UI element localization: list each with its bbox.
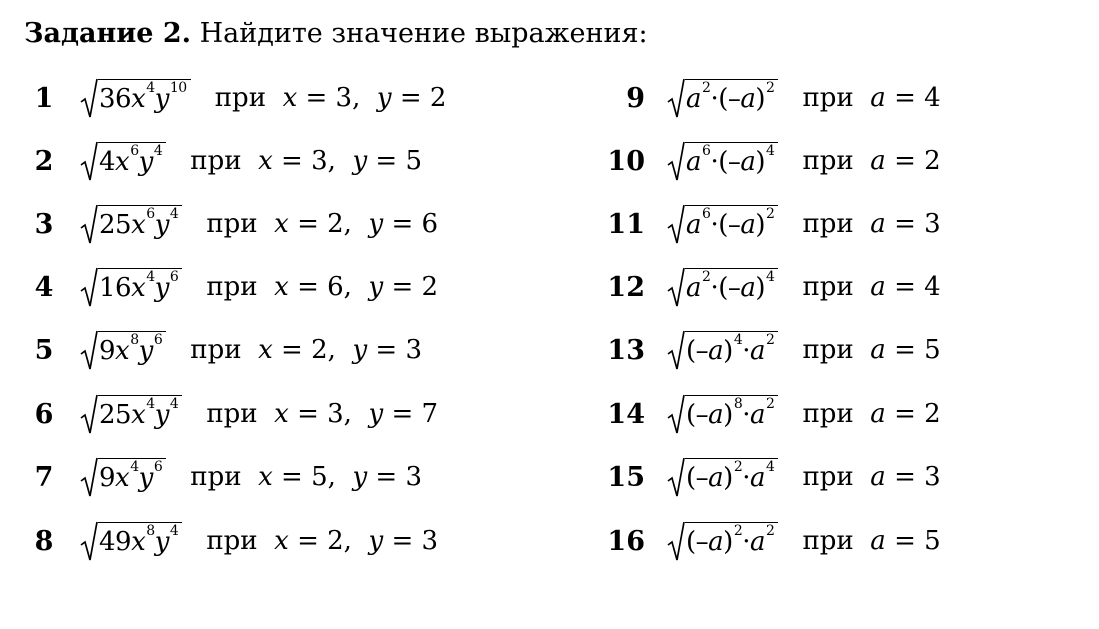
variable: x bbox=[258, 335, 273, 365]
expression-text: = 2, bbox=[272, 335, 353, 365]
expression-text: · bbox=[742, 527, 751, 557]
task-number: 14 bbox=[607, 398, 645, 430]
radical-expression bbox=[667, 519, 778, 563]
expression-text: 25 bbox=[99, 210, 132, 240]
expression-text: · bbox=[742, 463, 751, 493]
task-condition bbox=[802, 272, 940, 302]
expression-text: при bbox=[206, 209, 275, 239]
expression-text: (– bbox=[686, 336, 709, 366]
task-condition bbox=[802, 526, 940, 556]
variable: y bbox=[138, 147, 153, 177]
variable: x bbox=[282, 83, 298, 113]
expression-text: ) bbox=[723, 400, 733, 430]
expression-text: 36 bbox=[99, 84, 132, 114]
expression-text: · bbox=[710, 147, 719, 177]
exponent: 8 bbox=[146, 523, 155, 539]
radical-sign-icon bbox=[80, 265, 98, 309]
expression-text: при bbox=[802, 399, 871, 429]
task-row bbox=[22, 261, 438, 313]
variable: a bbox=[686, 84, 702, 114]
expression-text: · bbox=[742, 400, 751, 430]
expression-text: = 3 bbox=[367, 335, 422, 365]
task-row bbox=[22, 72, 446, 124]
radicand bbox=[98, 205, 182, 244]
task-condition bbox=[190, 462, 422, 492]
exponent: 4 bbox=[169, 523, 179, 539]
radical-expression bbox=[667, 265, 778, 309]
task-number: 6 bbox=[34, 398, 54, 430]
variable: a bbox=[708, 400, 724, 430]
exponent: 2 bbox=[702, 269, 711, 285]
variable: x bbox=[131, 400, 146, 430]
variable: a bbox=[740, 210, 756, 240]
task-condition bbox=[206, 272, 438, 302]
task-condition bbox=[206, 209, 438, 239]
expression-text: при bbox=[190, 462, 259, 492]
variable: a bbox=[870, 209, 886, 239]
expression-text: = 2, bbox=[288, 526, 369, 556]
radical-sign-icon bbox=[667, 76, 685, 120]
exponent: 4 bbox=[766, 269, 775, 285]
expression-text: = 2, bbox=[288, 209, 369, 239]
task-number: 15 bbox=[607, 461, 645, 493]
variable: x bbox=[115, 463, 130, 493]
variable: a bbox=[708, 463, 724, 493]
expression-text: · bbox=[742, 336, 751, 366]
variable: a bbox=[750, 400, 766, 430]
task-row bbox=[22, 388, 438, 440]
variable: y bbox=[154, 84, 169, 114]
exponent: 6 bbox=[169, 269, 179, 285]
exponent: 8 bbox=[733, 396, 743, 412]
expression-text: · bbox=[710, 84, 719, 114]
variable: y bbox=[154, 400, 169, 430]
task-number: 7 bbox=[34, 461, 54, 493]
radical-sign-icon bbox=[667, 455, 685, 499]
variable: x bbox=[274, 209, 289, 239]
radical-expression bbox=[80, 519, 182, 563]
radical-expression bbox=[80, 328, 166, 372]
variable: a bbox=[686, 273, 702, 303]
variable: x bbox=[131, 210, 146, 240]
exponent: 10 bbox=[169, 80, 187, 96]
variable: x bbox=[115, 336, 130, 366]
expression-text: 25 bbox=[99, 400, 132, 430]
expression-text: = 6, bbox=[288, 272, 369, 302]
radicand bbox=[98, 458, 166, 497]
radical-sign-icon bbox=[667, 202, 685, 246]
expression-text: = 7 bbox=[383, 399, 439, 429]
exponent: 6 bbox=[702, 143, 711, 159]
expression-text: (– bbox=[718, 210, 741, 240]
variable: x bbox=[131, 84, 146, 114]
exponent: 2 bbox=[766, 396, 775, 412]
task-condition bbox=[802, 209, 940, 239]
task-title bbox=[24, 18, 648, 49]
expression-text: ) bbox=[755, 84, 766, 114]
expression-text: = 3 bbox=[885, 209, 941, 239]
variable: y bbox=[154, 210, 169, 240]
expression-text: = 6 bbox=[383, 209, 439, 239]
task-number: 9 bbox=[626, 82, 645, 114]
variable: a bbox=[708, 336, 724, 366]
expression-text: = 5 bbox=[885, 335, 941, 365]
radical-expression bbox=[667, 328, 778, 372]
exponent: 4 bbox=[766, 459, 775, 475]
task-condition bbox=[215, 83, 447, 113]
expression-text: = 2 bbox=[383, 272, 439, 302]
expression-text: (– bbox=[686, 400, 709, 430]
exponent: 4 bbox=[766, 143, 775, 159]
task-row bbox=[22, 324, 422, 376]
variable: x bbox=[258, 462, 273, 492]
task-condition bbox=[802, 335, 940, 365]
variable: a bbox=[870, 272, 886, 302]
task-number: 4 bbox=[34, 271, 54, 303]
expression-text: · bbox=[710, 210, 719, 240]
variable: y bbox=[376, 83, 392, 113]
radicand bbox=[685, 268, 778, 307]
variable: a bbox=[750, 463, 766, 493]
task-condition bbox=[802, 462, 940, 492]
radicand bbox=[685, 395, 778, 434]
radical-expression bbox=[667, 392, 778, 436]
variable: x bbox=[115, 147, 130, 177]
radical-sign-icon bbox=[80, 139, 98, 183]
variable: a bbox=[708, 527, 724, 557]
variable: a bbox=[870, 146, 886, 176]
exponent: 2 bbox=[766, 332, 775, 348]
radical-sign-icon bbox=[667, 328, 685, 372]
expression-text: (– bbox=[718, 147, 741, 177]
variable: a bbox=[686, 210, 702, 240]
variable: y bbox=[138, 336, 153, 366]
task-row bbox=[585, 135, 941, 187]
radical-sign-icon bbox=[667, 519, 685, 563]
expression-text: при bbox=[214, 83, 283, 113]
expression-text: 49 bbox=[99, 527, 132, 557]
expression-text: = 2 bbox=[885, 146, 941, 176]
variable: a bbox=[870, 526, 886, 556]
radical-sign-icon bbox=[80, 455, 98, 499]
expression-text: ) bbox=[723, 527, 733, 557]
variable: a bbox=[740, 147, 756, 177]
variable: x bbox=[274, 272, 289, 302]
expression-text: при bbox=[206, 526, 275, 556]
variable: x bbox=[258, 146, 273, 176]
radicand bbox=[98, 79, 191, 118]
radicand bbox=[98, 331, 166, 370]
expression-text: = 2 bbox=[885, 399, 941, 429]
variable: a bbox=[750, 527, 766, 557]
task-condition bbox=[206, 399, 438, 429]
radicand bbox=[685, 522, 778, 561]
task-row bbox=[585, 261, 941, 313]
radicand bbox=[98, 395, 182, 434]
radical-expression bbox=[80, 392, 182, 436]
radical-sign-icon bbox=[667, 139, 685, 183]
task-row bbox=[585, 72, 941, 124]
variable: a bbox=[740, 84, 756, 114]
expression-text: = 4 bbox=[885, 83, 941, 113]
task-number: 10 bbox=[607, 145, 645, 177]
variable: y bbox=[368, 209, 384, 239]
variable: y bbox=[352, 146, 368, 176]
variable: y bbox=[368, 526, 384, 556]
exponent: 4 bbox=[146, 269, 155, 285]
task-number: 8 bbox=[34, 525, 54, 557]
radical-sign-icon bbox=[80, 76, 98, 120]
radical-sign-icon bbox=[667, 265, 685, 309]
task-number: 11 bbox=[607, 208, 645, 240]
expression-text: = 3 bbox=[383, 526, 439, 556]
task-number: 2 bbox=[34, 145, 54, 177]
expression-text: = 3, bbox=[297, 83, 377, 113]
radical-expression bbox=[667, 202, 778, 246]
exponent: 4 bbox=[153, 143, 163, 159]
expression-text: = 3, bbox=[288, 399, 369, 429]
exponent: 6 bbox=[702, 206, 711, 222]
expression-text: = 5, bbox=[272, 462, 353, 492]
expression-text: = 3 bbox=[367, 462, 422, 492]
exponent: 2 bbox=[766, 80, 775, 96]
task-number: 3 bbox=[34, 208, 54, 240]
exponent: 4 bbox=[733, 332, 743, 348]
task-instruction: Найдите значение выражения: bbox=[199, 18, 648, 49]
expression-text: 4 bbox=[99, 147, 116, 177]
exponent: 2 bbox=[733, 459, 743, 475]
expression-text: ) bbox=[755, 273, 766, 303]
exponent: 4 bbox=[130, 459, 139, 475]
expression-text: · bbox=[710, 273, 719, 303]
expression-text: при bbox=[802, 335, 871, 365]
task-condition bbox=[802, 146, 940, 176]
radical-expression bbox=[80, 202, 182, 246]
task-number: 1 bbox=[34, 82, 54, 114]
expression-text: = 4 bbox=[885, 272, 941, 302]
expression-text: (– bbox=[718, 273, 741, 303]
task-condition bbox=[206, 526, 438, 556]
expression-text: при bbox=[802, 209, 871, 239]
task-row bbox=[585, 388, 941, 440]
exponent: 8 bbox=[130, 332, 139, 348]
radical-sign-icon bbox=[80, 392, 98, 436]
expression-text: = 2 bbox=[391, 83, 447, 113]
exponent: 4 bbox=[146, 396, 155, 412]
task-condition bbox=[190, 335, 422, 365]
exponent: 2 bbox=[766, 206, 775, 222]
radicand bbox=[685, 79, 778, 118]
expression-text: = 5 bbox=[367, 146, 422, 176]
variable: y bbox=[154, 273, 169, 303]
expression-text: 9 bbox=[99, 336, 116, 366]
exponent: 6 bbox=[153, 332, 163, 348]
expression-text: = 3, bbox=[272, 146, 353, 176]
task-row bbox=[585, 451, 941, 503]
task-row bbox=[585, 198, 941, 250]
radical-expression bbox=[80, 139, 166, 183]
expression-text: при bbox=[802, 146, 871, 176]
variable: x bbox=[131, 273, 146, 303]
radical-expression bbox=[80, 455, 166, 499]
expression-text: при bbox=[190, 146, 259, 176]
variable: x bbox=[274, 526, 289, 556]
task-number: 16 bbox=[607, 525, 645, 557]
expression-text: (– bbox=[686, 527, 709, 557]
radical-sign-icon bbox=[667, 392, 685, 436]
exponent: 4 bbox=[169, 206, 179, 222]
variable: a bbox=[870, 83, 886, 113]
radical-sign-icon bbox=[80, 328, 98, 372]
variable: a bbox=[740, 273, 756, 303]
expression-text: ) bbox=[755, 147, 766, 177]
radical-sign-icon bbox=[80, 519, 98, 563]
expression-text: = 5 bbox=[885, 526, 941, 556]
task-row bbox=[585, 324, 941, 376]
radicand bbox=[98, 268, 182, 307]
task-number: 13 bbox=[607, 334, 645, 366]
expression-text: при bbox=[802, 462, 871, 492]
radicand bbox=[685, 142, 778, 181]
variable: y bbox=[352, 335, 368, 365]
expression-text: при bbox=[190, 335, 259, 365]
expression-text: при bbox=[802, 526, 871, 556]
exponent: 2 bbox=[733, 523, 743, 539]
variable: a bbox=[870, 335, 886, 365]
radicand bbox=[98, 522, 182, 561]
exponent: 2 bbox=[766, 523, 775, 539]
radical-expression bbox=[80, 76, 191, 120]
variable: a bbox=[750, 336, 766, 366]
radicand bbox=[685, 331, 778, 370]
task-condition bbox=[802, 83, 940, 113]
task-row bbox=[22, 135, 422, 187]
expression-text: при bbox=[206, 399, 275, 429]
expression-text: ) bbox=[723, 336, 733, 366]
task-number: 12 bbox=[607, 271, 645, 303]
exponent: 6 bbox=[153, 459, 163, 475]
exponent: 6 bbox=[130, 143, 139, 159]
expression-text: 16 bbox=[99, 273, 132, 303]
expression-text: при bbox=[802, 272, 871, 302]
task-label: Задание 2. bbox=[24, 18, 192, 49]
radicand bbox=[98, 142, 166, 181]
variable: y bbox=[368, 399, 384, 429]
radical-expression bbox=[667, 139, 778, 183]
task-number: 5 bbox=[34, 334, 54, 366]
radical-expression bbox=[80, 265, 182, 309]
expression-text: при bbox=[802, 83, 871, 113]
radical-sign-icon bbox=[80, 202, 98, 246]
task-row bbox=[585, 515, 941, 567]
task-row bbox=[22, 515, 438, 567]
exponent: 4 bbox=[146, 80, 155, 96]
expression-text: ) bbox=[723, 463, 733, 493]
exponent: 6 bbox=[146, 206, 155, 222]
exponent: 4 bbox=[169, 396, 179, 412]
variable: x bbox=[274, 399, 289, 429]
radicand bbox=[685, 205, 778, 244]
variable: a bbox=[686, 147, 702, 177]
expression-text: (– bbox=[718, 84, 741, 114]
variable: x bbox=[131, 527, 146, 557]
task-condition bbox=[190, 146, 422, 176]
variable: a bbox=[870, 399, 886, 429]
expression-text: при bbox=[206, 272, 275, 302]
radical-expression bbox=[667, 455, 778, 499]
expression-text: (– bbox=[686, 463, 709, 493]
expression-text: 9 bbox=[99, 463, 116, 493]
expression-text: ) bbox=[755, 210, 766, 240]
variable: y bbox=[368, 272, 384, 302]
radicand bbox=[685, 458, 778, 497]
variable: y bbox=[138, 463, 153, 493]
variable: y bbox=[352, 462, 368, 492]
variable: a bbox=[870, 462, 886, 492]
task-row bbox=[22, 451, 422, 503]
variable: y bbox=[154, 527, 169, 557]
expression-text: = 3 bbox=[885, 462, 941, 492]
exponent: 2 bbox=[702, 80, 711, 96]
radical-expression bbox=[667, 76, 778, 120]
task-condition bbox=[802, 399, 940, 429]
task-row bbox=[22, 198, 438, 250]
